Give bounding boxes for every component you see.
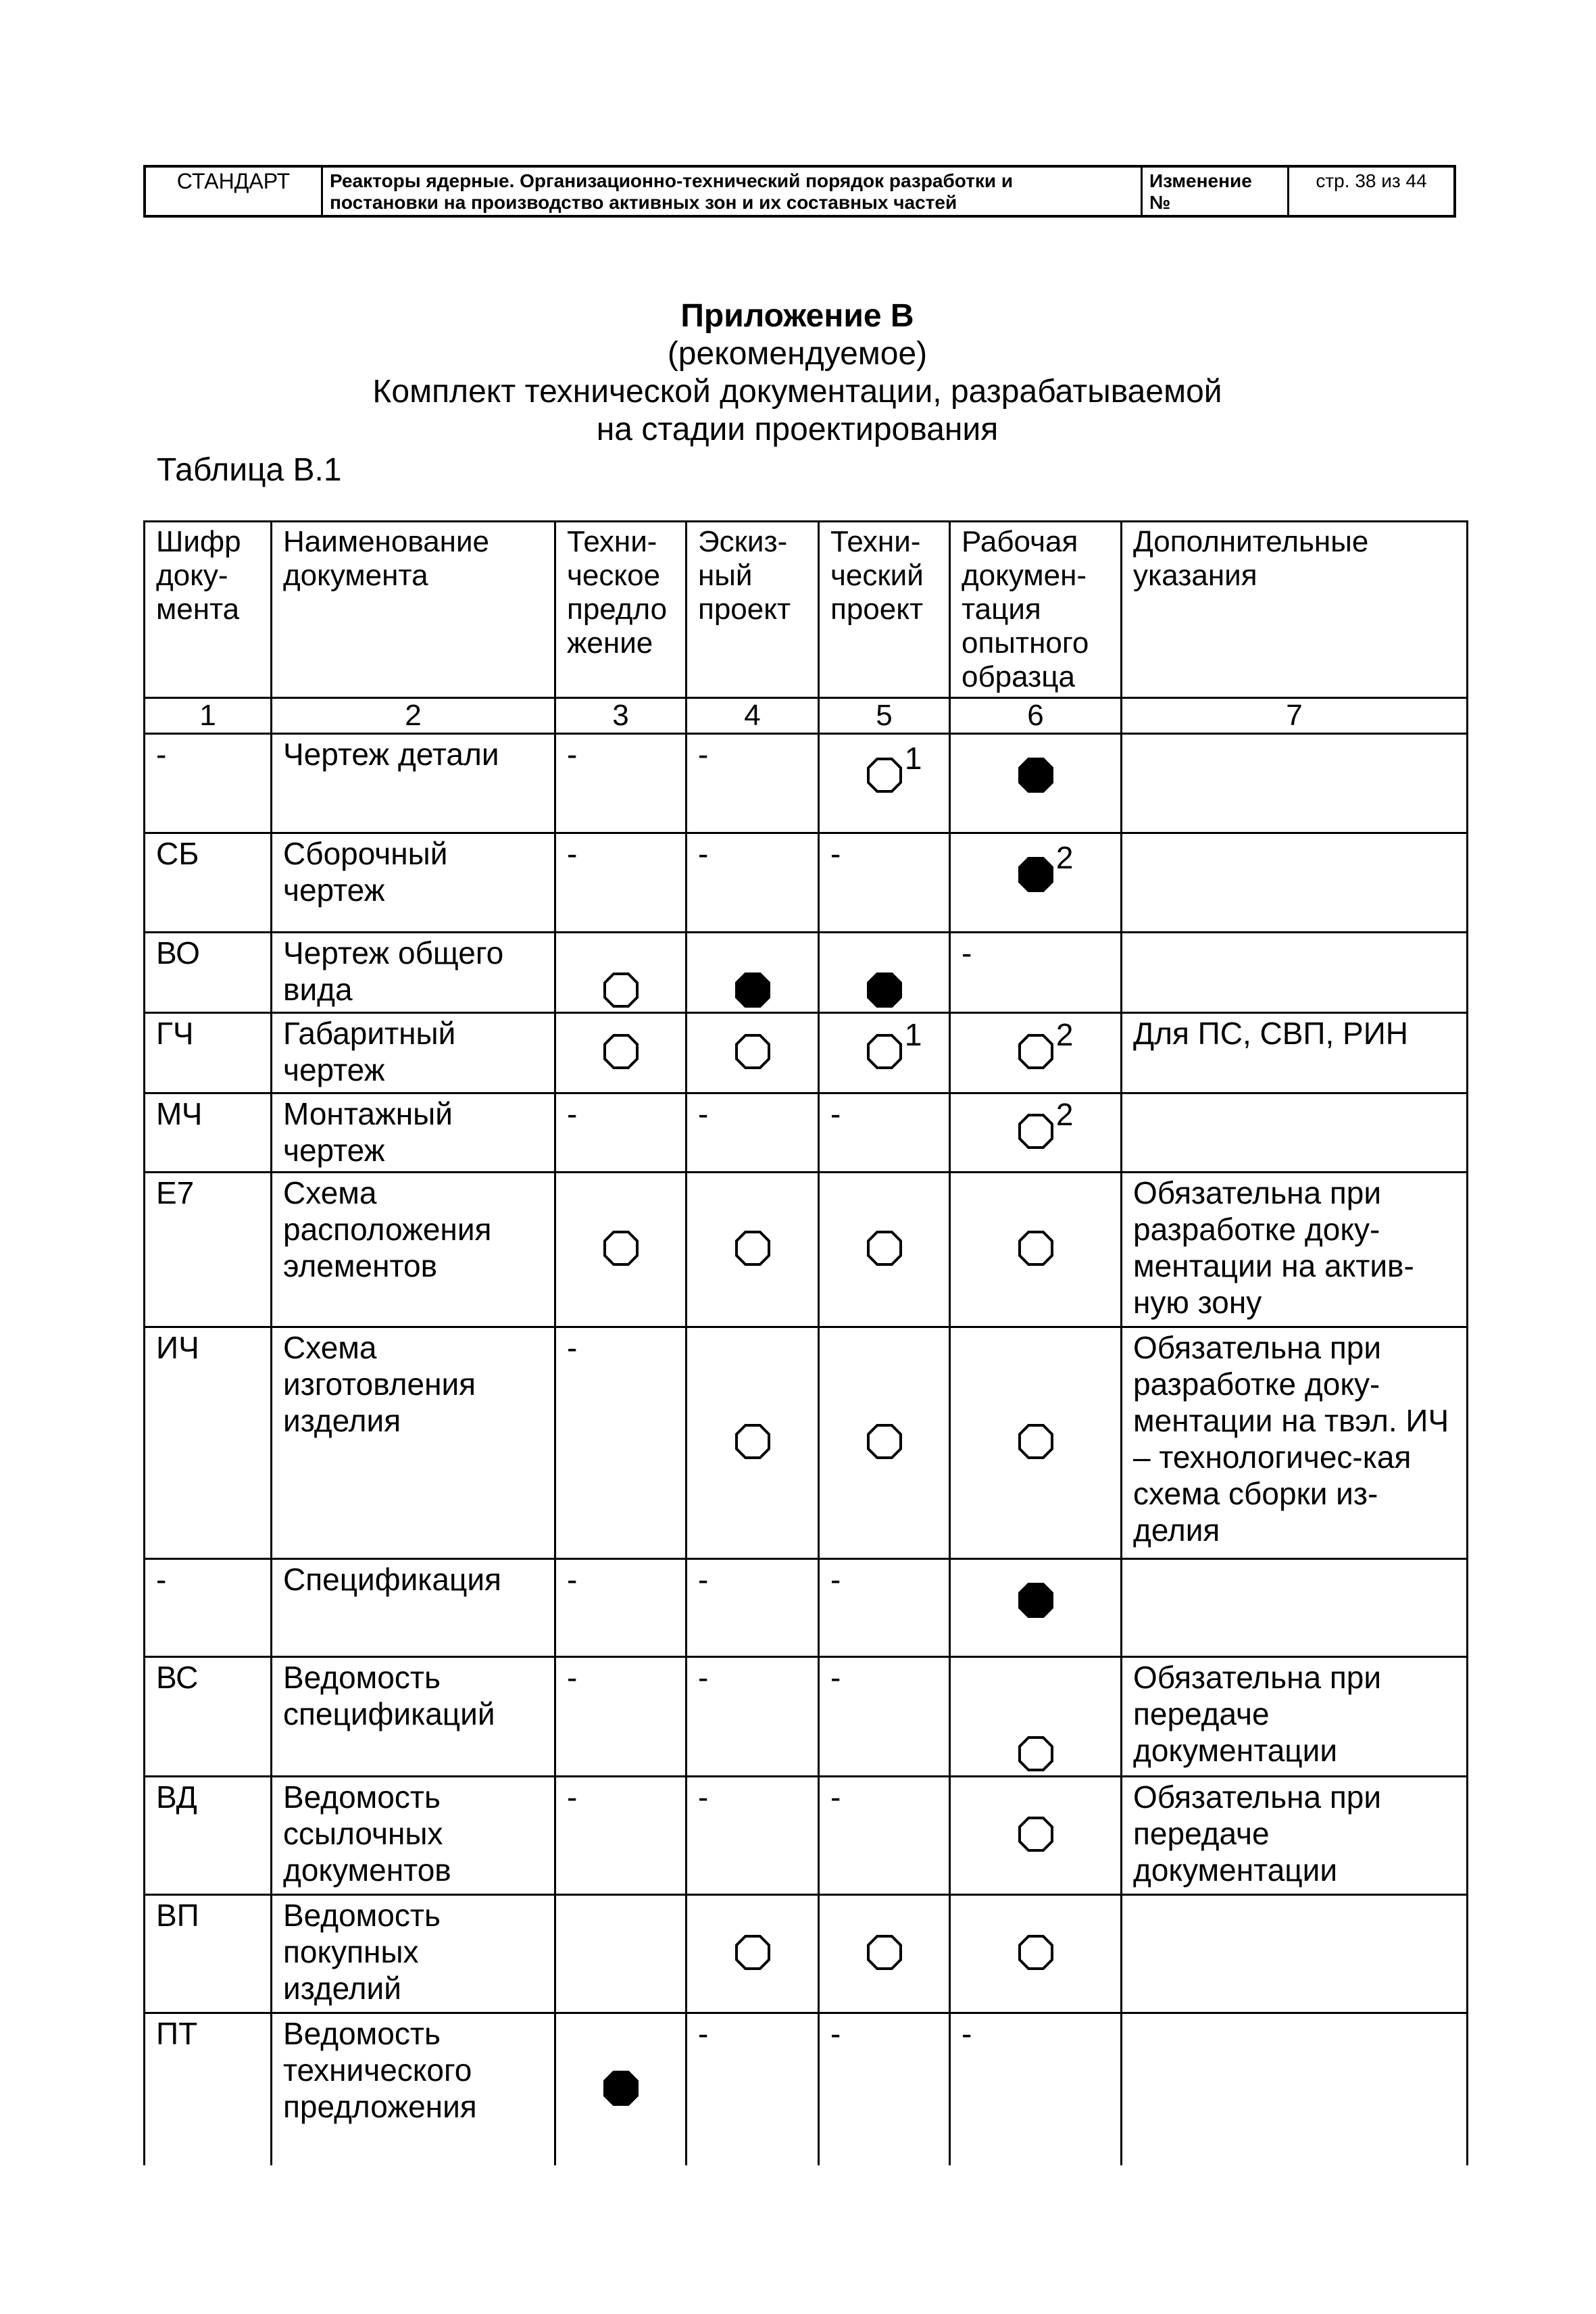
header-code: Шифр доку-мента [145,522,272,698]
stage-cell-none: - [687,1777,819,1895]
doc-code: ВД [145,1777,272,1895]
table-row [145,1013,1468,1093]
doc-note: Обязательна при передаче документации [1122,1657,1468,1777]
documentation-table [143,520,1468,2165]
appendix-title: Приложение В [680,298,914,334]
table-row [145,1173,1468,1327]
stage-cell-none: - [687,1093,819,1173]
standard-title [323,168,1143,215]
filled-octagon-icon [1018,758,1053,793]
stage-cell-filled [687,933,819,1013]
stage-cell-none [555,1895,687,2013]
stage-cell-none: - [555,1093,687,1173]
filled-octagon-icon [735,973,770,1008]
open-octagon-icon [867,1935,902,1970]
doc-note [1122,2013,1468,2166]
standard-label: СТАНДАРТ [146,168,323,215]
standard-title-line2: постановки на производство активных зон и их составных частей [330,192,957,213]
stage-cell-open [555,1173,687,1327]
column-number: 2 [272,698,555,734]
stage-cell-none: - [555,1777,687,1895]
stage-cell-open [950,1895,1122,2013]
stage-cell-none: - [819,1093,950,1173]
open-octagon-icon [1018,1017,1074,1069]
stage-cell-none: - [950,933,1122,1013]
doc-note [1122,1895,1468,2013]
doc-name: Спецификация [272,1559,555,1657]
table-header-row [145,522,1468,698]
table-row [145,1093,1468,1173]
table-row [145,1327,1468,1559]
table-body [145,734,1468,2166]
stage-cell-open [950,1657,1122,1777]
open-octagon-icon [1018,1231,1053,1266]
doc-name: Чертеж детали [272,734,555,833]
stage-cell-none: - [555,1327,687,1559]
column-number: 7 [1122,698,1468,734]
doc-code: Е7 [145,1173,272,1327]
open-octagon-icon [1018,1097,1074,1149]
stage-cell-filled [555,2013,687,2166]
page-number: стр. 38 из 44 [1316,170,1427,191]
doc-note [1122,734,1468,833]
open-octagon-icon [735,1231,770,1266]
footnote-marker: 1 [904,741,922,776]
change-number-sign: № [1149,192,1171,213]
open-octagon-icon [735,1935,770,1970]
stage-cell-open [687,1327,819,1559]
doc-note: Обязательна при передаче документации [1122,1777,1468,1895]
doc-name: Схема расположения элементов [272,1173,555,1327]
table-row [145,2013,1468,2166]
doc-code: МЧ [145,1093,272,1173]
header-tech-project: Техни-ческий проект [819,522,950,698]
doc-code: - [145,1559,272,1657]
open-octagon-icon [603,973,639,1008]
filled-octagon-icon [603,2071,639,2106]
doc-code: ВС [145,1657,272,1777]
open-octagon-icon [867,1424,902,1459]
column-number: 5 [819,698,950,734]
stage-cell-none: - [555,734,687,833]
stage-cell-none: - [687,734,819,833]
document-header [143,165,1456,218]
stage-cell-none: - [687,2013,819,2166]
stage-cell-none: - [819,1657,950,1777]
doc-name: Ведомость покупных изделий [272,1895,555,2013]
column-number: 6 [950,698,1122,734]
stage-cell-open [950,1013,1122,1093]
stage-cell-none: - [687,1559,819,1657]
doc-note: Обязательна при разработке доку-ментации на актив-ную зону [1122,1173,1468,1327]
doc-code: ПТ [145,2013,272,2166]
open-octagon-icon [603,1231,639,1266]
change-number [1143,168,1289,215]
stage-cell-filled [950,734,1122,833]
stage-cell-filled [950,833,1122,933]
stage-cell-open [819,1895,950,2013]
filled-octagon-icon [1018,1583,1053,1618]
header-working-docs: Рабочая докумен-тация опытного образца [950,522,1122,698]
header-notes: Дополнительные указания [1122,522,1468,698]
table-name: Таблица В.1 [157,452,342,488]
stage-cell-none: - [819,2013,950,2166]
stage-cell-open [555,933,687,1013]
footnote-marker: 2 [1055,1097,1074,1132]
open-octagon-icon [867,741,922,793]
doc-note [1122,1093,1468,1173]
stage-cell-open [950,1173,1122,1327]
column-number: 3 [555,698,687,734]
open-octagon-icon [1018,1935,1053,1970]
doc-note: Для ПС, СВП, РИН [1122,1013,1468,1093]
doc-code: СБ [145,833,272,933]
stage-cell-open [687,1173,819,1327]
open-octagon-icon [735,1034,770,1069]
stage-cell-open [687,1895,819,2013]
stage-cell-none: - [819,1559,950,1657]
doc-name: Чертеж общего вида [272,933,555,1013]
footnote-marker: 2 [1055,1017,1074,1052]
column-number: 4 [687,698,819,734]
doc-code: ВО [145,933,272,1013]
stage-cell-none: - [819,833,950,933]
appendix-titles [203,297,1392,449]
header-tech-proposal: Техни-ческое предло жение [555,522,687,698]
table-row [145,734,1468,833]
doc-name: Сборочный чертеж [272,833,555,933]
stage-cell-open [819,1173,950,1327]
filled-octagon-icon [1018,840,1074,892]
stage-cell-none: - [555,833,687,933]
doc-code: ВП [145,1895,272,2013]
stage-cell-none: - [555,1657,687,1777]
doc-note [1122,1559,1468,1657]
footnote-marker: 2 [1055,840,1074,875]
open-octagon-icon [867,1017,922,1069]
doc-note: Обязательна при разработке доку-ментации на твэл. ИЧ – технологичес-кая схема сборки из-делия [1122,1327,1468,1559]
header-name: Наименование документа [272,522,555,698]
doc-code: - [145,734,272,833]
stage-cell-open [687,1013,819,1093]
doc-name: Габаритный чертеж [272,1013,555,1093]
header-draft-project: Эскиз-ный проект [687,522,819,698]
doc-name: Ведомость спецификаций [272,1657,555,1777]
stage-cell-open [950,1327,1122,1559]
appendix-subtitle: (рекомендуемое) [667,336,928,372]
doc-code: ГЧ [145,1013,272,1093]
stage-cell-filled [950,1559,1122,1657]
table-row [145,1895,1468,2013]
doc-name: Ведомость технического предложения [272,2013,555,2166]
stage-cell-none: - [950,2013,1122,2166]
open-octagon-icon [735,1424,770,1459]
table-row [145,933,1468,1013]
change-label: Изменение [1149,170,1252,191]
doc-note [1122,833,1468,933]
stage-cell-open [819,734,950,833]
doc-name: Схема изготовления изделия [272,1327,555,1559]
stage-cell-none: - [687,833,819,933]
stage-cell-open [555,1013,687,1093]
doc-note [1122,933,1468,1013]
open-octagon-icon [603,1034,639,1069]
stage-cell-open [950,1093,1122,1173]
stage-cell-filled [819,933,950,1013]
stage-cell-none: - [555,1559,687,1657]
column-number-row [145,698,1468,734]
doc-name: Монтажный чертеж [272,1093,555,1173]
doc-code: ИЧ [145,1327,272,1559]
open-octagon-icon [1018,1424,1053,1459]
table-row [145,833,1468,933]
open-octagon-icon [1018,1817,1053,1852]
column-number: 1 [145,698,272,734]
stage-cell-none: - [819,1777,950,1895]
stage-cell-open [819,1013,950,1093]
open-octagon-icon [867,1231,902,1266]
appendix-caption-line2: на стадии проектирования [596,412,999,447]
filled-octagon-icon [867,973,902,1008]
stage-cell-open [950,1777,1122,1895]
table-row [145,1559,1468,1657]
doc-name: Ведомость ссылочных документов [272,1777,555,1895]
stage-cell-none: - [687,1657,819,1777]
appendix-caption-line1: Комплект технической документации, разрабатываемой [372,374,1222,410]
table-row [145,1777,1468,1895]
standard-title-line1: Реакторы ядерные. Организационно-технический порядок разработки и [330,170,1014,191]
open-octagon-icon [1018,1736,1053,1771]
stage-cell-open [819,1327,950,1559]
table-row [145,1657,1468,1777]
footnote-marker: 1 [904,1017,922,1052]
